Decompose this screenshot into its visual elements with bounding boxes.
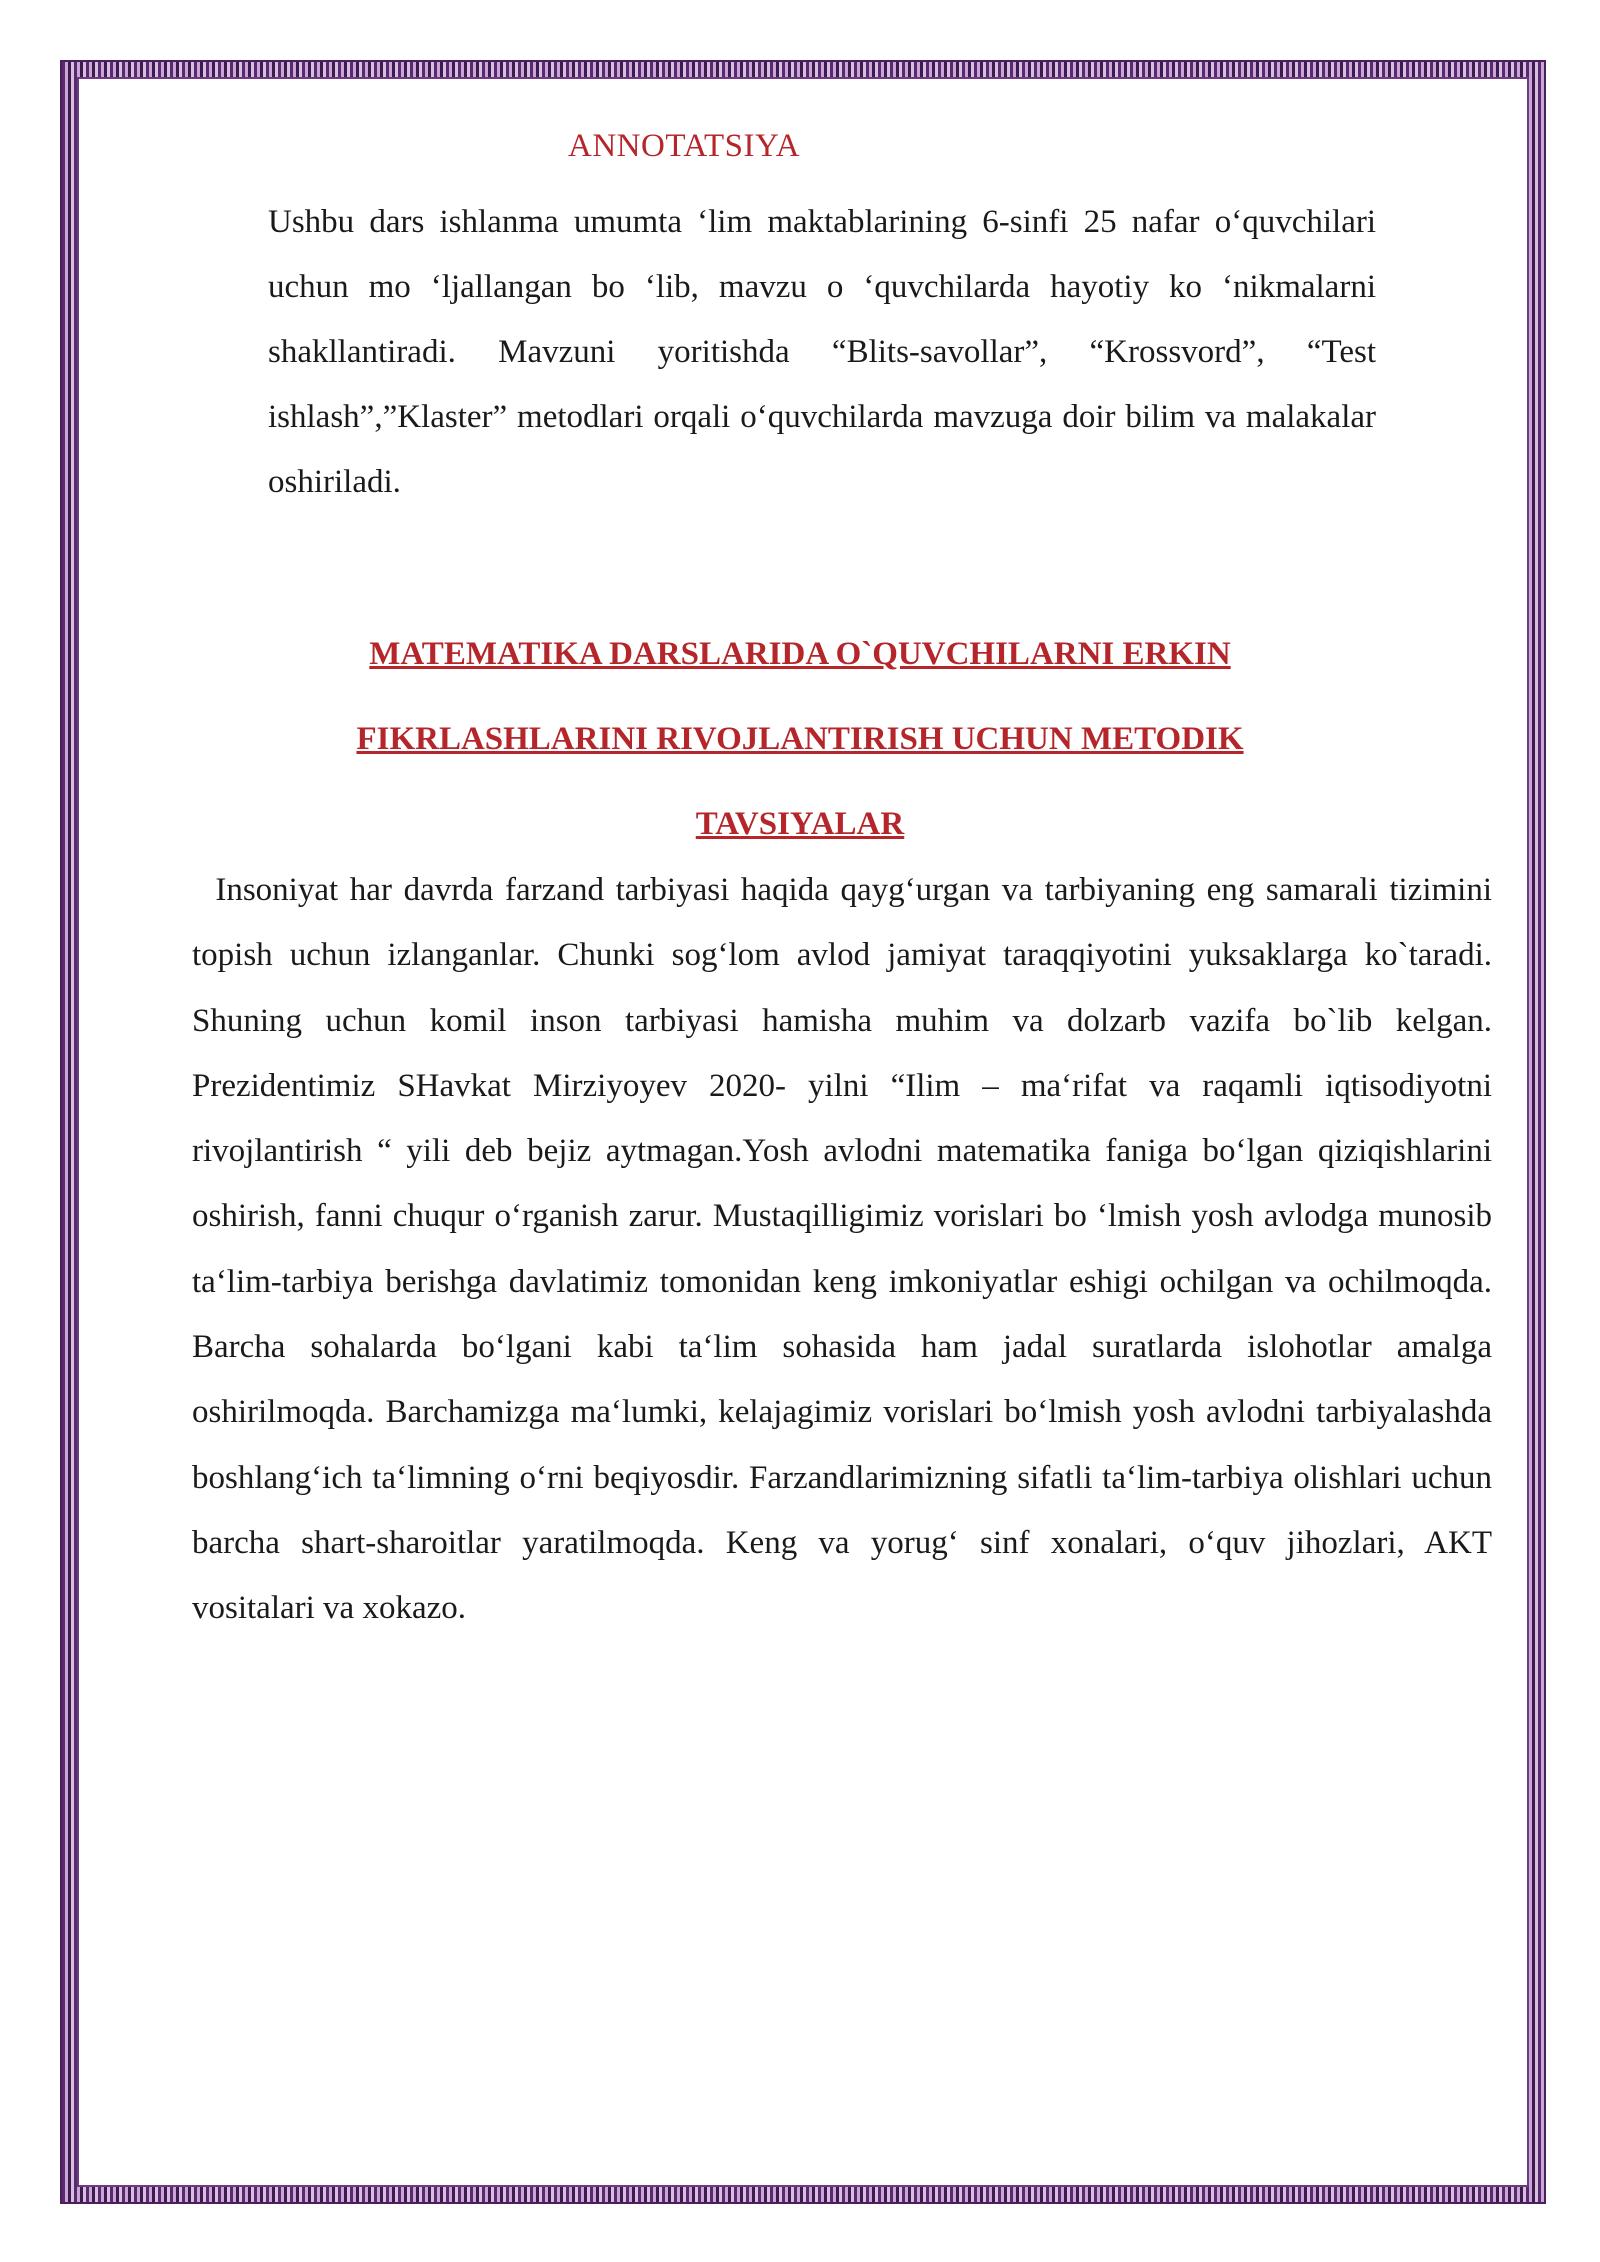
annotation-title: ANNOTATSIYA (568, 128, 801, 164)
main-heading-line-3: TAVSIYALAR (695, 806, 905, 842)
body-paragraph-text: Insoniyat har davrda farzand tarbiyasi haqida qayg‘urgan va tarbiyaning eng samarali tizimini topish uchun izlanganlar. Chunki sog‘lom avlod jamiyat taraqqiyotini yuksaklarga ko`taradi. Shuning uchun komil inson tarbiyasi hamisha muhim va dolzarb vazifa bo`lib kelgan. Prezidentimiz SHavkat Mirziyoyev 2020- yilni “Ilim – ma‘rifat va raqamli iqtisodiyotni rivojlantirish “ yili deb bejiz aytmagan.Yosh avlodni matematika faniga bo‘lgan qiziqishlarini oshirish, fanni chuqur o‘rganish zarur. Mustaqilligimiz vorislari bo ‘lmish yosh avlodga munosib ta‘lim-tarbiya berishga davlatimiz tomonidan keng imkoniyatlar eshigi ochilgan va ochilmoqda. Barcha sohalarda bo‘lgani kabi ta‘lim sohasida ham jadal suratlarda islohotlar amalga oshirilmoqda. Barchamizga ma‘lumki, kelajagimiz vorislari bo‘lmish yosh avlodni tarbiyalashda boshlang‘ich ta‘limning o‘rni beqiyosdir. Farzandlarimizning sifatli ta‘lim-tarbiya olishlari uchun barcha shart-sharoitlar yaratilmoqda. Keng va yorug‘ sinf xonalari, o‘quv jihozlari, AKT vositalari va xokazo. (192, 872, 1493, 1627)
body-paragraph (192, 858, 1492, 1642)
main-heading-line-1: MATEMATIKA DARSLARIDA O`QUVCHILARNI ERKIN (369, 636, 1231, 672)
main-heading-line-2: FIKRLASHLARINI RIVOJLANTIRISH UCHUN METODIK (356, 721, 1244, 757)
main-heading (200, 612, 1400, 867)
annotation-paragraph: Ushbu dars ishlanma umumta ‘lim maktablarining 6-sinfi 25 nafar o‘quvchilari uchun mo ‘ljallangan bo ‘lib, mavzu o ‘quvchilarda hayotiy ko ‘nikmalarni shakllantiradi. Mavzuni yoritishda “Blits-savollar”, “Krossvord”, “Test ishlash”,”Klaster” metodlari orqali o‘quvchilarda mavzuga doir bilim va malakalar oshiriladi. (268, 204, 1376, 500)
